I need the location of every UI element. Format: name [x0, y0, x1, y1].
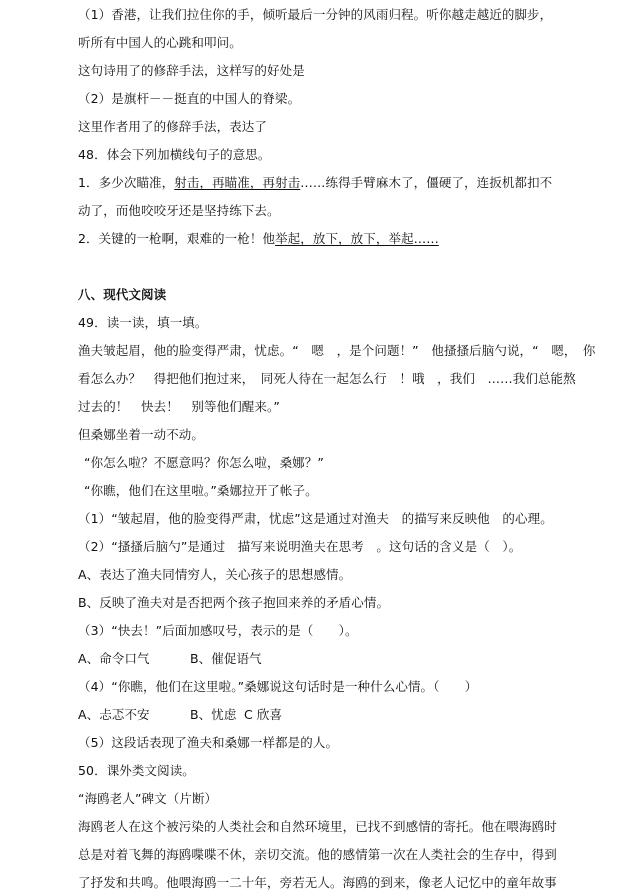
- q48-sentence2: [78, 230, 439, 248]
- q49-p1-line2: 看怎么办？ 得把他们抱过来， 同死人待在一起怎么行 ！哦 ，我们 ……我们总能熬: [78, 371, 576, 386]
- q49-p1-line3: 过去的！ 快去！ 别等他们醒来。”: [78, 399, 280, 414]
- q49-sub4-option-c: C 欣喜: [244, 707, 283, 722]
- q49-p4: “你瞧，他们在这里啦。”桑娜拉开了帐子。: [84, 483, 318, 498]
- q48-sentence1: [78, 174, 552, 192]
- q49-sub2-option-a: A、表达了渔夫同情穷人，关心孩子的思想感情。: [78, 567, 352, 582]
- section8-heading: 八、现代文阅读: [78, 287, 167, 302]
- q49-sub3-option-a: A、命令口气: [78, 651, 150, 666]
- q48-s1-underlined: 射击，再瞄准，再射击: [174, 175, 301, 190]
- q49-sub4-option-b: B、忧虑: [190, 707, 237, 722]
- q50-title: 50．课外类文阅读。: [78, 763, 195, 778]
- q49-sub5: （5）这段话表现了渔夫和桑娜一样都是的人。: [78, 735, 339, 750]
- q48-s1-prefix: 1．多少次瞄准，: [78, 175, 175, 190]
- q49-sub4-options: [78, 706, 282, 724]
- q47-item1-line2: 听所有中国人的心跳和叩问。: [78, 35, 242, 50]
- q49-title: 49．读一读，填一填。: [78, 315, 208, 330]
- q47-item2-answer: 这里作者用了的修辞手法，表达了: [78, 119, 268, 134]
- q50-line2: 总是对着飞舞的海鸥喋喋不休，亲切交流。他的感情第一次在人类社会的生存中，得到: [78, 847, 557, 862]
- q48-sentence1-line2: 动了，而他咬咬牙还是坚持练下去。: [78, 203, 280, 218]
- q47-item2-line: （2）是旗杆－－挺直的中国人的脊梁。: [78, 91, 301, 106]
- q49-sub4-option-a: A、忐忑不安: [78, 707, 150, 722]
- q49-p3: “你怎么啦？不愿意吗？你怎么啦，桑娜？”: [84, 455, 324, 470]
- q49-sub3: （3）“快去！”后面加感叹号，表示的是（ ）。: [78, 623, 358, 638]
- q49-p1-line1: 渔夫皱起眉，他的脸变得严肃，忧虑。“ 嗯 ，是个问题！” 他搔搔后脑勺说，“ 嗯， 你: [78, 343, 596, 358]
- q49-sub2-option-b: B、反映了渔夫对是否把两个孩子抱回来养的矛盾心情。: [78, 595, 390, 610]
- q49-sub4: （4）“你瞧，他们在这里啦。”桑娜说这句话时是一种什么心情。（ ）: [78, 679, 478, 694]
- q50-line1: 海鸥老人在这个被污染的人类社会和自然环境里，已找不到感情的寄托。他在喂海鸥时: [78, 819, 557, 834]
- q48-title: 48．体会下列加横线句子的意思。: [78, 147, 271, 162]
- q49-sub3-option-b: B、催促语气: [190, 651, 262, 666]
- q48-s2-underlined: 举起，放下，放下，举起: [275, 231, 414, 246]
- q49-sub2: （2）“搔搔后脑勺”是通过 描写来说明渔夫在思考 。这句话的含义是（ ）。: [78, 539, 522, 554]
- q47-item1-answer: 这句诗用了的修辞手法，这样写的好处是: [78, 63, 305, 78]
- q49-p2: 但桑娜坐着一动不动。: [78, 427, 205, 442]
- q50-subtitle: “海鸥老人”碑文（片断）: [78, 791, 218, 806]
- q47-item1-line1: （1）香港，让我们拉住你的手，倾听最后一分钟的风雨归程。听你越走越近的脚步，: [78, 7, 553, 22]
- q50-line3: 了抒发和共鸣。他喂海鸥一二十年，旁若无人。海鸥的到来，像老人记忆中的童年故事: [78, 875, 557, 890]
- q48-s1-rest: ……练得手臂麻木了，僵硬了，连扳机都扣不: [300, 175, 553, 190]
- q48-s2-prefix: 2．关键的一枪啊，艰难的一枪！他: [78, 231, 276, 246]
- q48-s2-rest: ……: [413, 231, 439, 246]
- q49-sub1: （1）“皱起眉，他的脸变得严肃，忧虑”这是通过对渔夫 的描写来反映他 的心理。: [78, 511, 553, 526]
- q49-sub3-options: [78, 650, 262, 668]
